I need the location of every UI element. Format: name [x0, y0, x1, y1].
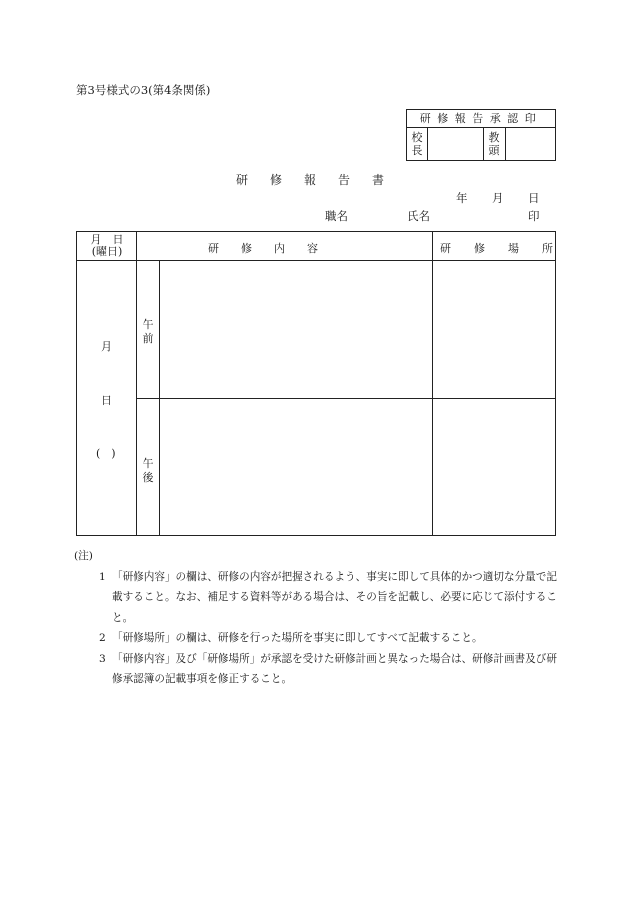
header-divider: [77, 260, 555, 261]
weekday-cell-label: ( ): [96, 447, 116, 460]
column-divider: [136, 232, 137, 535]
approval-header: 研修報告承認印: [407, 110, 555, 128]
month-label: 月: [492, 191, 504, 205]
position-label: 職名: [325, 209, 348, 223]
document-title: 研修報告書: [236, 173, 407, 187]
afternoon-label: 午後: [142, 457, 154, 484]
date-column-header: [90, 234, 124, 258]
seal-label: 印: [528, 209, 540, 223]
content-column-header: 研 修 内 容: [208, 242, 318, 255]
row-divider: [136, 398, 555, 399]
note-number: 3: [99, 652, 106, 665]
notes-title: (注): [74, 550, 93, 562]
column-divider: [432, 232, 433, 535]
note-text: 「研修場所」の欄は、研修を行った場所を事実に即してすべて記載すること。: [112, 632, 483, 644]
note-item: [76, 567, 560, 629]
divider: [427, 127, 428, 160]
form-number: 第3号様式の3(第4条関係): [76, 83, 211, 97]
year-label: 年: [456, 191, 468, 205]
note-text: 「研修内容」の欄は、研修の内容が把握されるよう、事実に即して具体的かつ適切な分量で記載すること。なお、補足する資料等がある場合は、その旨を記載し、必要に応じて添付すること。: [112, 570, 557, 624]
divider: [483, 127, 484, 160]
note-number: 1: [99, 570, 106, 583]
name-label: 氏名: [407, 209, 430, 223]
divider: [505, 127, 506, 160]
month-cell-label: 月: [101, 340, 112, 353]
vice-principal-label: 教頭: [488, 131, 500, 157]
morning-label: 午前: [142, 318, 154, 345]
date-header-line1: 月 日: [90, 233, 124, 246]
approval-stamp-box: [406, 109, 556, 161]
note-text: 「研修内容」及び「研修場所」が承認を受けた研修計画と異なった場合は、研修計画書及び研修承認簿の記載事項を修正すること。: [112, 652, 557, 685]
date-header-line2: (曜日): [91, 245, 123, 258]
note-number: 2: [99, 632, 106, 644]
note-item: [76, 628, 560, 649]
place-column-header: 研 修 場 所: [440, 242, 559, 255]
note-item: [76, 649, 560, 690]
notes-section: [76, 546, 560, 690]
day-label: 日: [528, 191, 540, 205]
principal-label: 校長: [411, 131, 423, 157]
report-table: [76, 231, 559, 536]
day-cell-label: 日: [101, 394, 112, 407]
